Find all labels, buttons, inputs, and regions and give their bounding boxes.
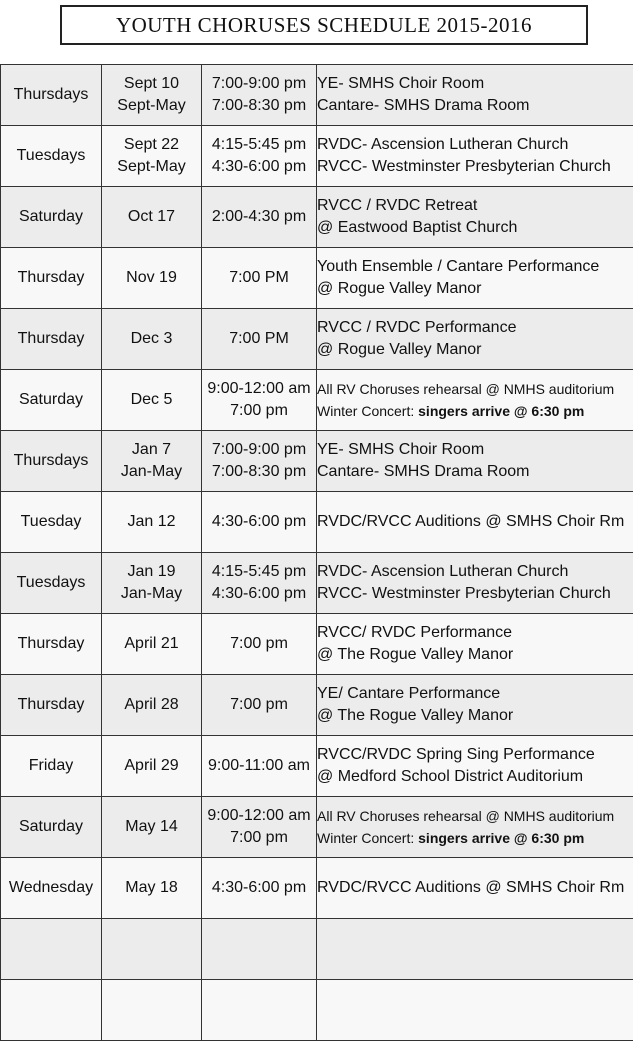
day-text: Tuesdays: [16, 574, 86, 591]
description-text: YE- SMHS Choir Room: [317, 75, 485, 92]
date-cell: [102, 187, 202, 248]
description-text: RVDC/RVCC Auditions @ SMHS Choir Rm: [317, 879, 625, 896]
description-cell: [317, 614, 633, 675]
table-row: [1, 675, 633, 736]
time-text: 9:00-12:00 am: [207, 807, 311, 824]
time-cell: [202, 431, 317, 492]
time-cell: [202, 370, 317, 431]
time-cell: [202, 553, 317, 614]
time-text: 2:00-4:30 pm: [211, 208, 307, 225]
description-text: @ Rogue Valley Manor: [317, 341, 482, 358]
table-row: [1, 797, 633, 858]
description-text: YE/ Cantare Performance: [317, 685, 501, 702]
time-cell: [202, 797, 317, 858]
date-text: Dec 5: [130, 391, 173, 408]
table-row: [1, 492, 633, 553]
day-cell: [1, 797, 102, 858]
day-cell: [1, 675, 102, 736]
date-cell: [102, 248, 202, 309]
description-cell: [317, 431, 633, 492]
description-text: @ The Rogue Valley Manor: [317, 646, 514, 663]
table-row: [1, 980, 633, 1041]
time-cell: [202, 65, 317, 126]
day-cell: [1, 614, 102, 675]
time-text: 9:00-11:00 am: [208, 757, 310, 774]
time-text: 7:00-9:00 pm: [211, 441, 307, 458]
description-text: RVCC / RVDC Performance: [317, 319, 517, 336]
day-cell: [1, 248, 102, 309]
date-cell: [102, 614, 202, 675]
day-cell: [1, 126, 102, 187]
description-cell: [317, 126, 633, 187]
day-text: Tuesdays: [16, 147, 86, 164]
time-text: 4:30-6:00 pm: [211, 513, 307, 530]
day-cell: [1, 492, 102, 553]
description-cell: [317, 248, 633, 309]
table-row: [1, 431, 633, 492]
date-cell: [102, 370, 202, 431]
table-row: [1, 919, 633, 980]
date-text: May 14: [125, 818, 178, 835]
time-text: 7:00 PM: [229, 330, 289, 347]
date-cell: [102, 492, 202, 553]
day-text: Thursday: [17, 635, 85, 652]
date-cell: [102, 553, 202, 614]
table-row: [1, 553, 633, 614]
time-cell: [202, 614, 317, 675]
concert-label: Winter Concert:: [317, 830, 419, 846]
time-text: 4:30-6:00 pm: [211, 879, 307, 896]
day-cell: [1, 553, 102, 614]
description-text: @ Medford School District Auditorium: [317, 768, 584, 785]
time-text: 7:00 pm: [230, 696, 288, 713]
description-text: @ The Rogue Valley Manor: [317, 707, 514, 724]
day-text: Friday: [28, 757, 74, 774]
table-row: [1, 736, 633, 797]
date-text: Dec 3: [130, 330, 173, 347]
day-text: Saturday: [18, 391, 84, 408]
description-text: RVCC / RVDC Retreat: [317, 197, 478, 214]
description-text: All RV Choruses rehearsal @ NMHS auditorium: [317, 381, 615, 397]
day-cell: [1, 187, 102, 248]
date-text: April 29: [124, 757, 179, 774]
date-text: Sept-May: [117, 97, 186, 114]
time-text: 4:30-6:00 pm: [211, 585, 307, 602]
description-cell: [317, 675, 633, 736]
time-cell: [202, 675, 317, 736]
description-text: [317, 827, 633, 849]
date-cell: [102, 675, 202, 736]
description-cell: [317, 797, 633, 858]
day-text: Thursdays: [13, 452, 89, 469]
day-text: Tuesday: [20, 513, 82, 530]
date-text: Oct 17: [127, 208, 176, 225]
table-row: [1, 65, 633, 126]
day-text: Saturday: [18, 818, 84, 835]
time-cell: [202, 858, 317, 919]
date-cell: [102, 736, 202, 797]
description-cell: [317, 858, 633, 919]
time-cell: [202, 919, 317, 980]
schedule-body: [1, 65, 633, 1041]
description-text: [317, 400, 633, 422]
time-text: 7:00 pm: [230, 829, 288, 846]
description-text: @ Eastwood Baptist Church: [317, 219, 518, 236]
description-cell: [317, 553, 633, 614]
table-row: [1, 309, 633, 370]
date-text: May 18: [125, 879, 178, 896]
date-cell: [102, 431, 202, 492]
day-text: Wednesday: [8, 879, 94, 896]
time-cell: [202, 126, 317, 187]
date-cell: [102, 797, 202, 858]
date-text: Nov 19: [126, 269, 177, 286]
table-row: [1, 248, 633, 309]
date-cell: [102, 65, 202, 126]
description-text: RVCC/ RVDC Performance: [317, 624, 513, 641]
date-cell: [102, 919, 202, 980]
time-cell: [202, 248, 317, 309]
description-cell: [317, 187, 633, 248]
day-cell: [1, 980, 102, 1041]
time-cell: [202, 736, 317, 797]
day-text: Thursdays: [13, 86, 89, 103]
time-cell: [202, 187, 317, 248]
time-cell: [202, 492, 317, 553]
day-cell: [1, 65, 102, 126]
description-text: RVCC/RVDC Spring Sing Performance: [317, 746, 595, 763]
date-cell: [102, 309, 202, 370]
description-text: @ Rogue Valley Manor: [317, 280, 482, 297]
day-cell: [1, 858, 102, 919]
description-text: RVDC- Ascension Lutheran Church: [317, 563, 569, 580]
date-text: Jan-May: [120, 585, 183, 602]
time-text: 7:00 pm: [230, 635, 288, 652]
date-cell: [102, 980, 202, 1041]
table-row: [1, 858, 633, 919]
time-text: 7:00 pm: [230, 402, 288, 419]
table-row: [1, 126, 633, 187]
day-cell: [1, 309, 102, 370]
description-cell: [317, 309, 633, 370]
date-cell: [102, 126, 202, 187]
description-text: RVDC- Ascension Lutheran Church: [317, 136, 569, 153]
day-cell: [1, 431, 102, 492]
day-cell: [1, 736, 102, 797]
arrival-note: singers arrive @ 6:30 pm: [418, 830, 585, 846]
description-text: All RV Choruses rehearsal @ NMHS auditorium: [317, 808, 615, 824]
date-cell: [102, 858, 202, 919]
day-text: Thursday: [17, 330, 85, 347]
time-text: 7:00-9:00 pm: [211, 75, 307, 92]
date-text: Sept 10: [123, 75, 180, 92]
date-text: Sept 22: [123, 136, 180, 153]
description-cell: [317, 919, 633, 980]
description-text: RVCC- Westminster Presbyterian Church: [317, 585, 611, 602]
time-text: 4:30-6:00 pm: [211, 158, 307, 175]
day-cell: [1, 370, 102, 431]
day-text: Saturday: [18, 208, 84, 225]
description-cell: [317, 492, 633, 553]
description-text: RVDC/RVCC Auditions @ SMHS Choir Rm: [317, 513, 625, 530]
table-row: [1, 614, 633, 675]
time-text: 7:00-8:30 pm: [211, 463, 307, 480]
time-cell: [202, 980, 317, 1041]
time-text: 7:00 PM: [229, 269, 289, 286]
time-text: 4:15-5:45 pm: [211, 563, 307, 580]
description-cell: [317, 980, 633, 1041]
arrival-note: singers arrive @ 6:30 pm: [418, 403, 585, 419]
date-text: Jan 19: [127, 563, 176, 580]
day-cell: [1, 919, 102, 980]
time-text: 4:15-5:45 pm: [211, 136, 307, 153]
time-text: 7:00-8:30 pm: [211, 97, 307, 114]
description-text: RVCC- Westminster Presbyterian Church: [317, 158, 611, 175]
date-text: Jan 12: [127, 513, 176, 530]
time-text: 9:00-12:00 am: [207, 380, 311, 397]
date-text: Jan 7: [131, 441, 172, 458]
table-row: [1, 187, 633, 248]
time-cell: [202, 309, 317, 370]
date-text: Jan-May: [120, 463, 183, 480]
day-text: Thursday: [17, 269, 85, 286]
date-text: April 28: [124, 696, 179, 713]
table-row: [1, 370, 633, 431]
concert-label: Winter Concert:: [317, 403, 419, 419]
description-cell: [317, 370, 633, 431]
date-text: Sept-May: [117, 158, 186, 175]
day-text: Thursday: [17, 696, 85, 713]
description-cell: [317, 736, 633, 797]
description-text: YE- SMHS Choir Room: [317, 441, 485, 458]
description-text: Youth Ensemble / Cantare Performance: [317, 258, 600, 275]
title-text: YOUTH CHORUSES SCHEDULE 2015-2016: [115, 12, 533, 37]
description-cell: [317, 65, 633, 126]
date-text: April 21: [124, 635, 179, 652]
schedule-table: [0, 64, 633, 1041]
page-title: [60, 5, 588, 45]
description-text: Cantare- SMHS Drama Room: [317, 463, 530, 480]
description-text: Cantare- SMHS Drama Room: [317, 97, 530, 114]
